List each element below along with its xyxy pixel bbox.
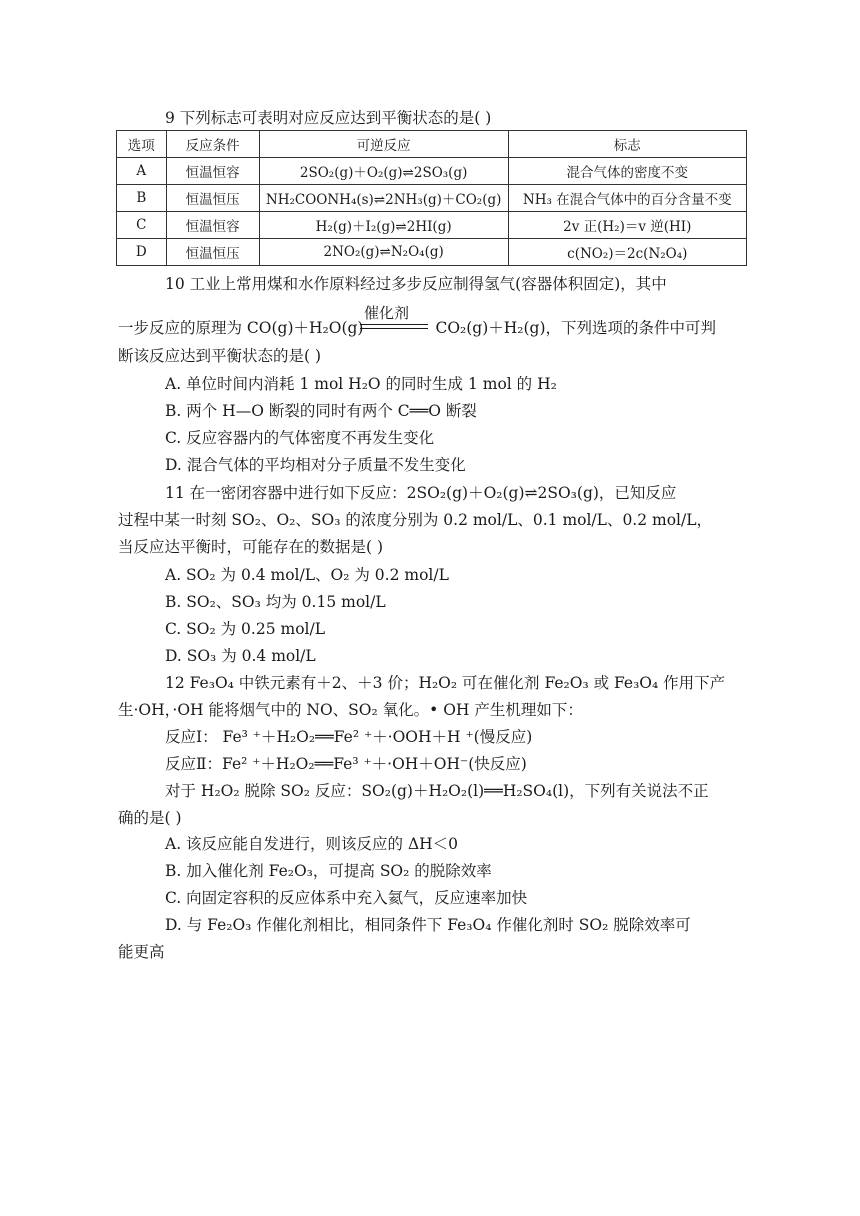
- q12-stem-line4: 确的是( ): [118, 809, 182, 827]
- q9-stem: 9 下列标志可表明对应反应达到平衡状态的是( ): [165, 109, 492, 127]
- q11-stem-line2: 过程中某一时刻 SO₂、O₂、SO₃ 的浓度分别为 0.2 mol/L、0.1 mol/L、0.2 mol/L，: [118, 511, 713, 529]
- q12-option-d-line2: 能更高: [118, 943, 165, 961]
- q11-stem-line1: 11 在一密闭容器中进行如下反应：2SO₂(g)＋O₂(g)⇌2SO₃(g)，已知反应: [165, 484, 677, 502]
- q10-equation-right: CO₂(g)＋H₂(g)，下列选项的条件中可判: [435, 319, 717, 337]
- table-row: [117, 212, 747, 239]
- table-header-row: [117, 131, 747, 158]
- header-cell: 反应条件: [166, 131, 259, 158]
- q9-table: [116, 130, 747, 266]
- q10-option-a: A. 单位时间内消耗 1 mol H₂O 的同时生成 1 mol 的 H₂: [165, 375, 557, 393]
- q12-option-c: C. 向固定容积的反应体系中充入氦气，反应速率加快: [165, 889, 528, 907]
- table-cell: D: [117, 239, 167, 266]
- q11-option-b: B. SO₂、SO₃ 均为 0.15 mol/L: [165, 593, 386, 611]
- q10-stem-line1: 10 工业上常用煤和水作原料经过多步反应制得氢气(容器体积固定)，其中: [165, 275, 667, 293]
- table-cell: 2NO₂(g)⇌N₂O₄(g): [259, 239, 508, 266]
- table-cell: 恒温恒压: [166, 239, 259, 266]
- q12-stem-line3: 对于 H₂O₂ 脱除 SO₂ 反应：SO₂(g)＋H₂O₂(l)══H₂SO₄(l)，下列有关说法不正: [165, 782, 709, 800]
- q12-option-d-line1: D. 与 Fe₂O₃ 作催化剂相比，相同条件下 Fe₃O₄ 作催化剂时 SO₂ 脱除效率可: [165, 916, 691, 934]
- table-cell: A: [117, 158, 167, 185]
- header-cell: 可逆反应: [259, 131, 508, 158]
- q11-option-a: A. SO₂ 为 0.4 mol/L、O₂ 为 0.2 mol/L: [165, 566, 449, 584]
- q10-option-d: D. 混合气体的平均相对分子质量不发生变化: [165, 456, 466, 474]
- header-cell: 标志: [508, 131, 746, 158]
- catalyst-label: 催化剂: [364, 304, 410, 322]
- q12-reaction-2: 反应Ⅱ：Fe² ⁺＋H₂O₂══Fe³ ⁺＋·OH＋OH⁻(快反应): [165, 755, 527, 773]
- table-cell: 混合气体的密度不变: [508, 158, 746, 185]
- q11-option-d: D. SO₃ 为 0.4 mol/L: [165, 647, 316, 665]
- q12-reaction-1: 反应Ⅰ： Fe³ ⁺＋H₂O₂══Fe² ⁺＋·OOH＋H ⁺(慢反应): [165, 728, 533, 746]
- q10-equation-left: 一步反应的原理为 CO(g)＋H₂O(g): [118, 319, 364, 337]
- q10-stem-line3: 断该反应达到平衡状态的是( ): [118, 347, 322, 365]
- table-cell: 恒温恒容: [166, 212, 259, 239]
- table-cell: 恒温恒容: [166, 158, 259, 185]
- q12-option-b: B. 加入催化剂 Fe₂O₃，可提高 SO₂ 的脱除效率: [165, 862, 492, 880]
- table-cell: NH₂COONH₄(s)⇌2NH₃(g)＋CO₂(g): [259, 185, 508, 212]
- header-cell: 选项: [117, 131, 167, 158]
- table-cell: 2v 正(H₂)＝v 逆(HI): [508, 212, 746, 239]
- table-row: [117, 239, 747, 266]
- table-cell: NH₃ 在混合气体中的百分含量不变: [508, 185, 746, 212]
- arrow-reverse-line: [360, 328, 428, 329]
- table-row: [117, 185, 747, 212]
- q12-option-a: A. 该反应能自发进行，则该反应的 ΔH＜0: [165, 835, 459, 853]
- table-cell: C: [117, 212, 167, 239]
- q12-stem-line2: 生·OH，·OH 能将烟气中的 NO、SO₂ 氧化。• OH 产生机理如下：: [118, 701, 583, 719]
- table-cell: c(NO₂)＝2c(N₂O₄): [508, 239, 746, 266]
- q10-option-b: B. 两个 H—O 断裂的同时有两个 C══O 断裂: [165, 402, 477, 420]
- arrow-forward-line: [360, 324, 428, 325]
- q10-option-c: C. 反应容器内的气体密度不再发生变化: [165, 429, 435, 447]
- table-cell: H₂(g)＋I₂(g)⇌2HI(g): [259, 212, 508, 239]
- table-cell: 恒温恒压: [166, 185, 259, 212]
- q11-stem-line3: 当反应达平衡时，可能存在的数据是( ): [118, 538, 384, 556]
- q12-stem-line1: 12 Fe₃O₄ 中铁元素有＋2、＋3 价；H₂O₂ 可在催化剂 Fe₂O₃ 或 Fe₃O₄ 作用下产: [165, 674, 726, 692]
- table-cell: B: [117, 185, 167, 212]
- table-cell: 2SO₂(g)＋O₂(g)⇌2SO₃(g): [259, 158, 508, 185]
- q11-option-c: C. SO₂ 为 0.25 mol/L: [165, 620, 325, 638]
- table-row: [117, 158, 747, 185]
